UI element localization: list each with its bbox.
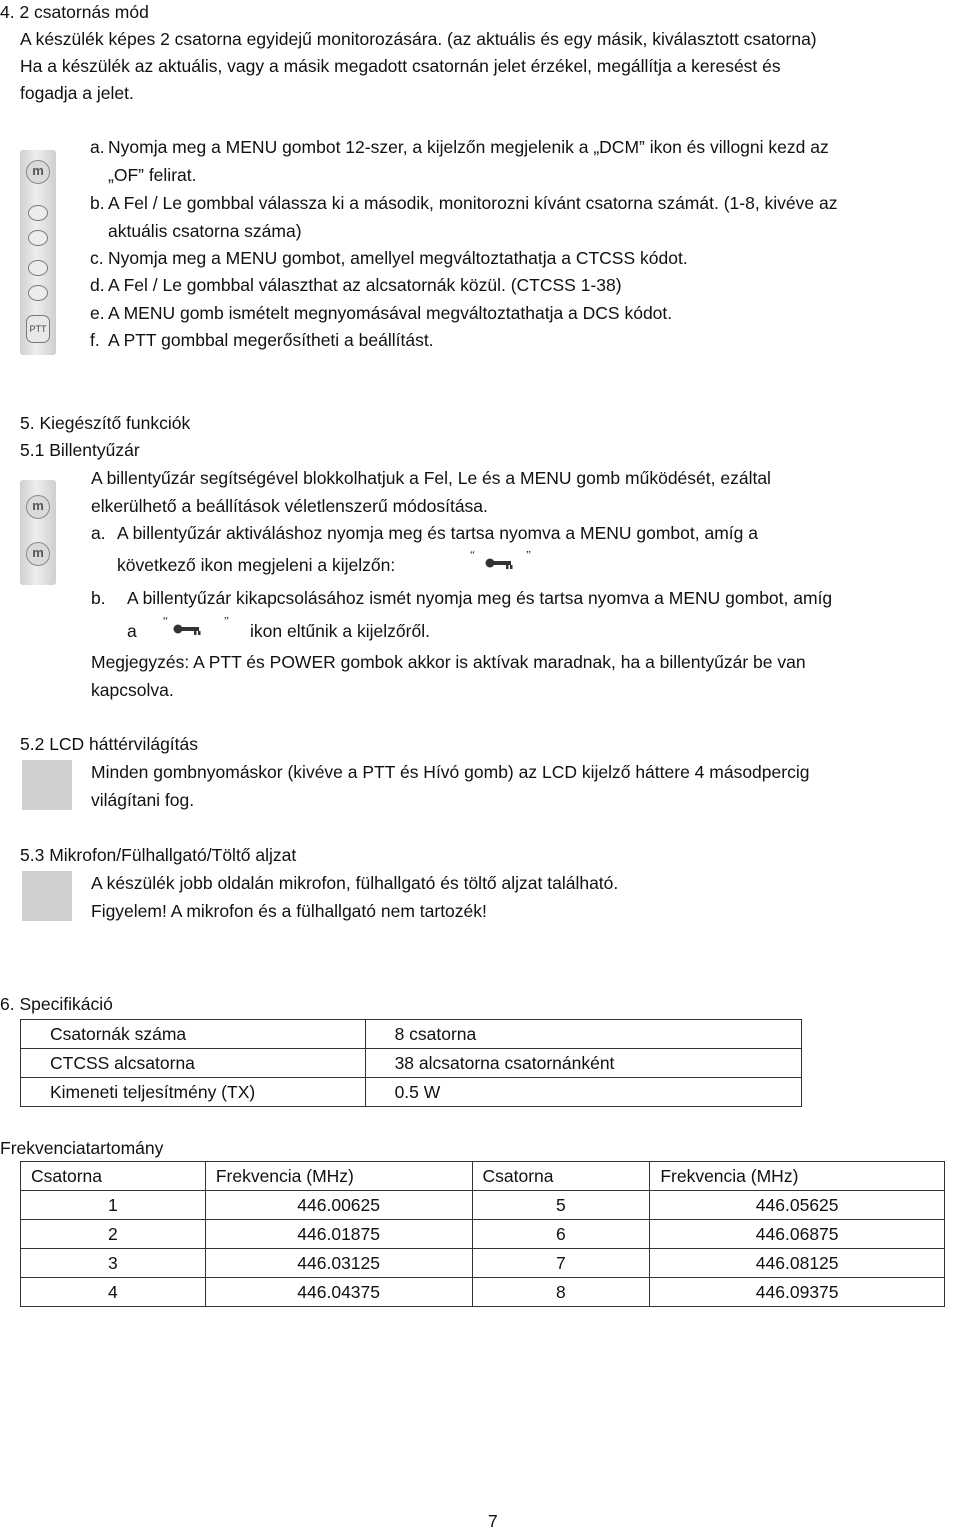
keylock-step-b-line-1: A billentyűzár kikapcsolásához ismét nyomja meg és tartsa nyomva a MENU gombot, amíg (127, 588, 833, 608)
table-row (21, 1278, 945, 1307)
section-5-2-heading: 5.2 LCD háttérvilágítás (20, 734, 199, 754)
key-lock-icon (160, 614, 236, 638)
step-a (90, 135, 829, 159)
channel-cell: 8 (472, 1278, 650, 1307)
step-c (90, 246, 688, 270)
down-button-icon (28, 285, 48, 301)
spec-value: 0.5 W (365, 1078, 801, 1107)
step-label: b. (90, 193, 105, 213)
menu-button-icon (26, 495, 50, 519)
section-4-paragraph-line-1: A készülék képes 2 csatorna egyidejű monitorozására. (az aktuális és egy másik, kiválasztott csatorna) (20, 29, 817, 49)
ptt-button-icon: PTT (26, 315, 50, 343)
section-4-heading: 4. 2 csatornás mód (0, 2, 149, 22)
spec-label: Csatornák száma (21, 1020, 366, 1049)
step-label: d. (90, 275, 105, 295)
channel-cell: 2 (21, 1220, 206, 1249)
page-number: 7 (488, 1511, 498, 1531)
svg-text:“: “ (470, 549, 475, 561)
step-label: e. (90, 303, 105, 323)
step-text: A Fel / Le gombbal választhat az alcsatornák közül. (CTCSS 1-38) (108, 275, 622, 295)
spec-table (20, 1019, 802, 1107)
keylock-step-b-line-2-pre: a (127, 621, 137, 641)
frequency-cell: 446.04375 (205, 1278, 472, 1307)
section-5-heading: 5. Kiegészítő funkciók (20, 413, 191, 433)
step-text: A PTT gombbal megerősítheti a beállítást. (108, 330, 434, 350)
jack-line-1: A készülék jobb oldalán mikrofon, fülhallgató és töltő aljzat található. (91, 873, 619, 893)
table-header-row (21, 1162, 945, 1191)
step-text: Nyomja meg a MENU gombot, amellyel megváltoztathatja a CTCSS kódot. (108, 248, 688, 268)
svg-text:“: “ (163, 615, 168, 627)
step-text: Nyomja meg a MENU gombot 12-szer, a kijelzőn megjelenik a „DCM” ikon és villogni kezd az (108, 137, 829, 157)
key-lock-icon (470, 548, 540, 572)
table-row (21, 1078, 802, 1107)
lcd-illustration (22, 760, 72, 810)
step-label: a. (90, 137, 105, 157)
step-b (90, 191, 838, 215)
column-header: Frekvencia (MHz) (205, 1162, 472, 1191)
svg-text:”: ” (224, 615, 229, 627)
step-f (90, 328, 434, 352)
backlight-line-2: világítani fog. (91, 790, 195, 810)
table-row (21, 1249, 945, 1278)
channel-cell: 6 (472, 1220, 650, 1249)
channel-cell: 5 (472, 1191, 650, 1220)
column-header: Csatorna (21, 1162, 206, 1191)
menu-button-icon (26, 542, 50, 566)
keylock-note-line-1: Megjegyzés: A PTT és POWER gombok akkor is aktívak maradnak, ha a billentyűzár be van (91, 652, 806, 672)
step-label: c. (90, 248, 104, 268)
up-button-icon (28, 260, 48, 276)
step-e (90, 301, 672, 325)
step-a-continued: „OF” felirat. (108, 165, 197, 185)
step-d (90, 273, 622, 297)
spec-value: 38 alcsatorna csatornánként (365, 1049, 801, 1078)
down-button-icon (28, 230, 48, 246)
step-text: A Fel / Le gombbal válassza ki a második, monitorozni kívánt csatorna számát. (1-8, kivéve az (108, 193, 838, 213)
keylock-step-a-label: a. (91, 523, 106, 543)
column-header: Csatorna (472, 1162, 650, 1191)
frequency-cell: 446.06875 (650, 1220, 945, 1249)
frequency-cell: 446.00625 (205, 1191, 472, 1220)
keylock-note-line-2: kapcsolva. (91, 680, 174, 700)
step-text: A MENU gomb ismételt megnyomásával megváltoztathatja a DCS kódot. (108, 303, 673, 323)
frequency-cell: 446.09375 (650, 1278, 945, 1307)
backlight-line-1: Minden gombnyomáskor (kivéve a PTT és Hívó gomb) az LCD kijelző háttere 4 másodpercig (91, 762, 810, 782)
section-4-paragraph-line-2: Ha a készülék az aktuális, vagy a másik megadott csatornán jelet érzékel, megállítja a keresést és (20, 56, 781, 76)
step-label: f. (90, 330, 100, 350)
table-row (21, 1049, 802, 1078)
radio-buttons-illustration (20, 150, 56, 355)
frequency-cell: 446.08125 (650, 1249, 945, 1278)
frequency-range-heading: Frekvenciatartomány (0, 1138, 164, 1158)
up-button-icon (28, 205, 48, 221)
spec-value: 8 csatorna (365, 1020, 801, 1049)
keylock-step-b-label: b. (91, 588, 106, 608)
jack-illustration (22, 871, 72, 921)
keylock-step-a-line-2: következő ikon megjeleni a kijelzőn: (117, 555, 396, 575)
step-b-continued: aktuális csatorna száma) (108, 221, 302, 241)
svg-text:”: ” (526, 549, 531, 561)
section-5-1-heading: 5.1 Billentyűzár (20, 440, 140, 460)
table-row (21, 1020, 802, 1049)
spec-label: Kimeneti teljesítmény (TX) (21, 1078, 366, 1107)
section-5-3-heading: 5.3 Mikrofon/Fülhallgató/Töltő aljzat (20, 845, 297, 865)
frequency-cell: 446.05625 (650, 1191, 945, 1220)
channel-cell: 4 (21, 1278, 206, 1307)
keylock-step-b-line-2-post: ikon eltűnik a kijelzőről. (250, 621, 430, 641)
jack-line-2: Figyelem! A mikrofon és a fülhallgató nem tartozék! (91, 901, 487, 921)
channel-cell: 3 (21, 1249, 206, 1278)
section-4-paragraph-line-3: fogadja a jelet. (20, 83, 134, 103)
keylock-step-a-line-1: A billentyűzár aktiváláshoz nyomja meg és tartsa nyomva a MENU gombot, amíg a (117, 523, 758, 543)
channel-cell: 1 (21, 1191, 206, 1220)
table-row (21, 1220, 945, 1249)
spec-label: CTCSS alcsatorna (21, 1049, 366, 1078)
column-header: Frekvencia (MHz) (650, 1162, 945, 1191)
keylock-intro-line-2: elkerülhető a beállítások véletlenszerű módosítása. (91, 496, 488, 516)
channel-cell: 7 (472, 1249, 650, 1278)
frequency-cell: 446.01875 (205, 1220, 472, 1249)
table-row (21, 1191, 945, 1220)
section-6-heading: 6. Specifikáció (0, 994, 113, 1014)
frequency-table (20, 1161, 945, 1307)
frequency-cell: 446.03125 (205, 1249, 472, 1278)
menu-buttons-illustration (20, 480, 56, 585)
keylock-intro-line-1: A billentyűzár segítségével blokkolhatjuk a Fel, Le és a MENU gomb működését, ezáltal (91, 468, 771, 488)
menu-button-icon (26, 160, 50, 184)
